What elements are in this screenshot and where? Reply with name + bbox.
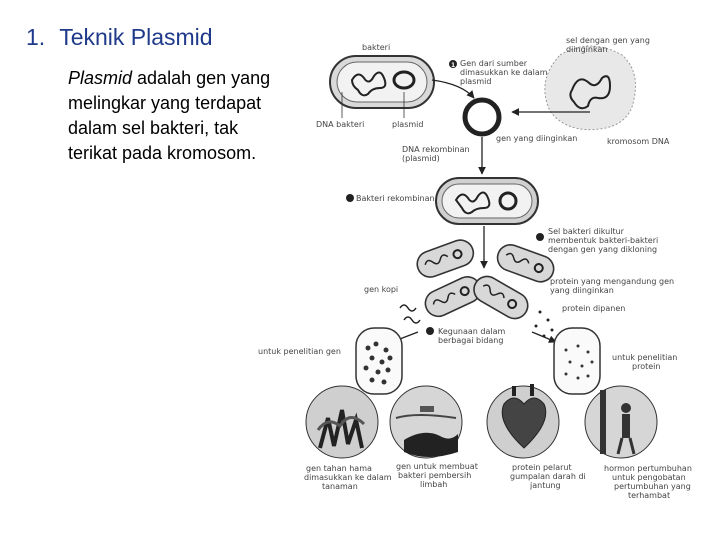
label-dna-bakteri: DNA bakteri	[316, 120, 365, 129]
body-emphasis: Plasmid	[68, 68, 133, 88]
label-gen-kopi: gen kopi	[364, 285, 399, 294]
label-penelitian-protein-1: untuk penelitian	[612, 353, 678, 362]
label-use3-2: gumpalan darah di	[510, 472, 586, 481]
label-protein-dipanen: protein dipanen	[562, 304, 626, 313]
label-step3-1: Sel bakteri dikultur	[548, 227, 624, 236]
label-use2-2: bakteri pembersih	[398, 471, 472, 480]
title-text: Teknik Plasmid	[59, 24, 213, 50]
label-bakteri: bakteri	[362, 43, 391, 52]
label-use3-3: jantung	[530, 481, 561, 490]
label-step2: Bakteri rekombinan	[356, 194, 435, 203]
label-protein-2: yang diinginkan	[550, 286, 614, 295]
label-penelitian-gen: untuk penelitian gen	[258, 347, 341, 356]
application-plant-image	[306, 386, 378, 458]
application-heart-image	[487, 384, 559, 458]
label-dna-rekombinan-2: (plasmid)	[402, 154, 440, 163]
label-step1-1: Gen dari sumber	[460, 59, 528, 68]
label-dna-rekombinan-1: DNA rekombinan	[402, 145, 470, 154]
label-kromosom-dna: kromosom DNA	[607, 137, 670, 146]
label-sel-donor-2: diinginkan	[566, 45, 608, 54]
label-gen-diinginkan: gen yang diinginkan	[496, 134, 578, 143]
application-waste-image	[390, 386, 462, 458]
label-plasmid: plasmid	[392, 120, 424, 129]
bacterium-cell	[330, 56, 434, 108]
recombinant-bacterium	[436, 178, 538, 224]
label-use1-2: dimasukkan ke dalam	[304, 473, 392, 482]
label-use2-3: limbah	[420, 480, 448, 489]
label-use1-3: tanaman	[322, 482, 358, 491]
donor-cell	[545, 46, 636, 130]
application-hormone-image	[585, 386, 657, 458]
label-protein-1: protein yang mengandung gen	[550, 277, 675, 286]
label-use4-4: terhambat	[628, 491, 671, 500]
test-tube-protein	[554, 328, 600, 394]
label-use1-1: gen tahan hama	[306, 464, 372, 473]
label-penelitian-protein-2: protein	[632, 362, 661, 371]
label-step4-1: Kegunaan dalam	[438, 327, 506, 336]
step-1-number: 1	[451, 62, 456, 69]
label-use4-3: pertumbuhan yang	[614, 482, 691, 491]
label-step4-2: berbagai bidang	[438, 336, 504, 345]
label-sel-donor-1: sel dengan gen yang	[566, 36, 650, 45]
label-use4-1: hormon pertumbuhan	[604, 464, 692, 473]
bacteria-culture	[414, 236, 558, 323]
label-step1-2: dimasukkan ke dalam	[460, 68, 548, 77]
label-step3-3: dengan gen yang dikloning	[548, 245, 658, 254]
title-number: 1.	[26, 24, 46, 50]
label-use3-1: protein pelarut	[512, 463, 572, 472]
label-step3-2: membentuk bakteri-bakteri	[548, 236, 659, 245]
label-step1-3: plasmid	[460, 77, 492, 86]
test-tube-gene	[356, 328, 402, 394]
label-use2-1: gen untuk membuat	[396, 462, 478, 471]
label-use4-2: untuk pengobatan	[612, 473, 686, 482]
body-rest: adalah gen yang melingkar yang terdapat dalam sel bakteri, tak terikat pada kromosom.	[68, 68, 271, 163]
